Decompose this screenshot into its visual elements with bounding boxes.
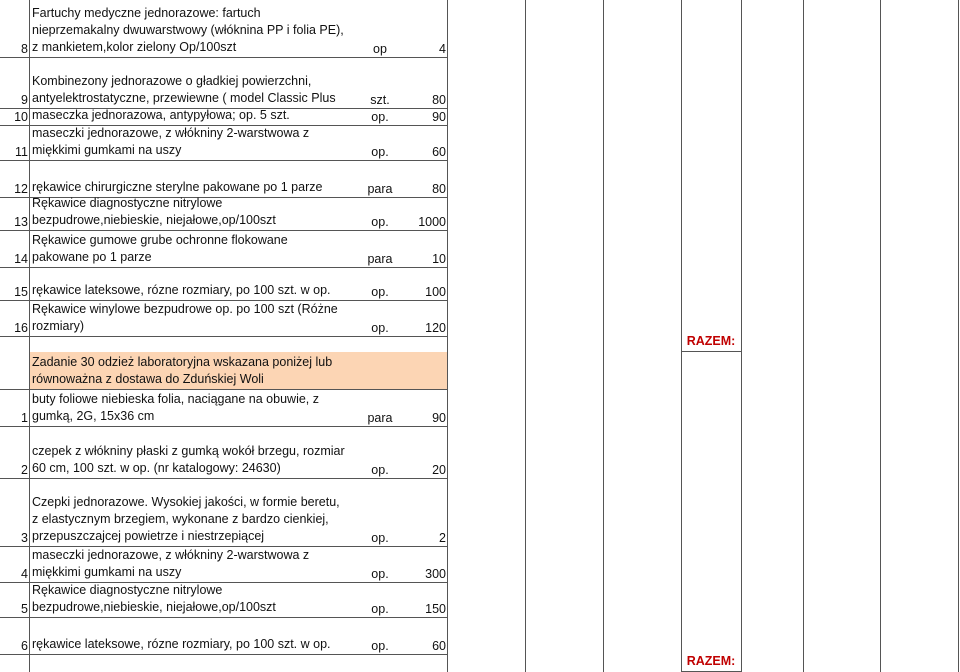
item-description	[32, 582, 354, 616]
item-quantity: 150	[425, 602, 446, 616]
table-row[interactable]	[0, 230, 960, 267]
item-quantity: 60	[432, 145, 446, 159]
item-quantity: 2	[439, 531, 446, 545]
description-line: buty foliowe niebieska folia, naciągane na obuwie, z	[32, 392, 319, 406]
item-description	[32, 125, 354, 159]
description-line: miękkimi gumkami na uszy	[32, 565, 182, 579]
item-quantity: 90	[432, 411, 446, 425]
description-line: Kombinezony jednorazowe o gładkiej powierzchni,	[32, 74, 312, 88]
table-row[interactable]	[0, 300, 960, 336]
table-row[interactable]	[0, 352, 960, 389]
description-line: maseczki jednorazowe, z włókniny 2-warstwowa z	[32, 548, 310, 562]
description-line: równoważna z dostawa do Zduńskiej Woli	[32, 372, 264, 386]
item-unit: op.	[371, 463, 389, 477]
row-number: 11	[15, 145, 28, 159]
row-number: 10	[14, 110, 28, 124]
item-quantity: 10	[432, 252, 446, 266]
total-label: RAZEM:	[686, 334, 736, 348]
description-line: rękawice chirurgiczne sterylne pakowane po 1 parze	[32, 180, 323, 194]
item-description	[32, 301, 354, 335]
row-number: 15	[14, 285, 28, 299]
item-unit: op	[373, 42, 387, 56]
item-description	[32, 636, 354, 653]
description-line: czepek z włókniny płaski z gumką wokół brzegu, rozmiar	[32, 444, 345, 458]
total-label: RAZEM:	[686, 654, 736, 668]
description-line: antyelektrostatyczne, przewiewne ( model Classic Plus	[32, 91, 336, 105]
item-unit: para	[367, 182, 393, 196]
item-unit: op.	[371, 531, 389, 545]
item-unit: op.	[371, 285, 389, 299]
item-unit: szt.	[370, 93, 390, 107]
row-number: 12	[14, 182, 28, 196]
row-divider	[0, 336, 448, 337]
description-line: przepuszczajcej powietrze i niestrzepiącej	[32, 529, 265, 543]
item-unit: para	[367, 252, 393, 266]
description-line: z elastycznym brzegiem, wykonane z bardzo cienkiej,	[32, 512, 329, 526]
item-description	[32, 282, 354, 299]
item-description	[32, 494, 354, 545]
item-quantity: 100	[425, 285, 446, 299]
row-number: 16	[14, 321, 28, 335]
description-line: pakowane po 1 parze	[32, 250, 152, 264]
table-row[interactable]	[0, 160, 960, 197]
item-unit: op.	[371, 215, 389, 229]
item-description	[32, 547, 354, 581]
item-unit: op.	[371, 110, 389, 124]
row-divider	[0, 654, 448, 655]
table-row[interactable]	[0, 57, 960, 108]
table-row[interactable]	[0, 546, 960, 582]
description-line: Zadanie 30 odzież laboratoryjna wskazana poniżej lub	[32, 355, 333, 369]
item-quantity: 60	[432, 639, 446, 653]
table-row[interactable]	[0, 108, 960, 125]
row-number: 1	[21, 411, 28, 425]
item-unit: para	[367, 411, 393, 425]
item-description	[32, 232, 354, 266]
item-quantity: 120	[425, 321, 446, 335]
item-description	[32, 443, 354, 477]
table-row[interactable]	[0, 0, 960, 57]
description-line: rękawice lateksowe, rózne rozmiary, po 100 szt. w op.	[32, 637, 331, 651]
item-quantity: 20	[432, 463, 446, 477]
item-quantity: 80	[432, 93, 446, 107]
table-row[interactable]	[0, 582, 960, 617]
row-number: 9	[21, 93, 28, 107]
item-description	[32, 73, 354, 107]
description-line: maseczki jednorazowe, z włókniny 2-warstwowa z	[32, 126, 310, 140]
item-unit: op.	[371, 639, 389, 653]
item-unit: op.	[371, 567, 389, 581]
item-quantity: 4	[439, 42, 446, 56]
description-line: 60 cm, 100 szt. w op. (nr katalogowy: 24630)	[32, 461, 281, 475]
description-line: Fartuchy medyczne jednorazowe: fartuch	[32, 6, 261, 20]
row-number: 13	[14, 215, 28, 229]
item-quantity: 80	[432, 182, 446, 196]
item-quantity: 90	[432, 110, 446, 124]
description-line: Rękawice gumowe grube ochronne flokowane	[32, 233, 288, 247]
description-line: gumką, 2G, 15x36 cm	[32, 409, 155, 423]
item-description	[32, 5, 354, 56]
table-row[interactable]	[0, 478, 960, 546]
total-divider	[681, 351, 741, 352]
row-number: 5	[21, 602, 28, 616]
item-description	[32, 354, 354, 388]
description-line: rękawice lateksowe, rózne rozmiary, po 100 szt. w op.	[32, 283, 331, 297]
item-description	[32, 391, 354, 425]
item-quantity: 300	[425, 567, 446, 581]
description-line: Rękawice winylowe bezpudrowe op. po 100 szt (Różne	[32, 302, 338, 316]
table-row[interactable]	[0, 125, 960, 160]
row-number: 2	[21, 463, 28, 477]
table-row[interactable]	[0, 617, 960, 654]
description-line: Czepki jednorazowe. Wysokiej jakości, w formie beretu,	[32, 495, 340, 509]
item-quantity: 1000	[418, 215, 446, 229]
item-unit: op.	[371, 602, 389, 616]
description-line: miękkimi gumkami na uszy	[32, 143, 182, 157]
description-line: rozmiary)	[32, 319, 85, 333]
table-row[interactable]	[0, 426, 960, 478]
row-number: 6	[21, 639, 28, 653]
table-row[interactable]	[0, 389, 960, 426]
description-line: bezpudrowe,niebieskie, niejałowe,op/100szt	[32, 600, 276, 614]
row-number: 8	[21, 42, 28, 56]
item-unit: op.	[371, 145, 389, 159]
table-row[interactable]	[0, 267, 960, 300]
description-line: Rękawice diagnostyczne nitrylowe	[32, 583, 223, 597]
row-number: 4	[21, 567, 28, 581]
item-description	[32, 107, 354, 124]
description-line: z mankietem,kolor zielony Op/100szt	[32, 40, 237, 54]
row-number: 14	[14, 252, 28, 266]
table-row[interactable]	[0, 197, 960, 230]
description-line: bezpudrowe,niebieskie, niejałowe,op/100szt	[32, 213, 276, 227]
row-number: 3	[21, 531, 28, 545]
description-line: Rękawice diagnostyczne nitrylowe	[32, 196, 223, 210]
item-unit: op.	[371, 321, 389, 335]
item-description	[32, 179, 354, 196]
item-description	[32, 195, 354, 229]
description-line: nieprzemakalny dwuwarstwowy (włóknina PP i folia PE),	[32, 23, 344, 37]
description-line: maseczka jednorazowa, antypyłowa; op. 5 szt.	[32, 108, 290, 122]
